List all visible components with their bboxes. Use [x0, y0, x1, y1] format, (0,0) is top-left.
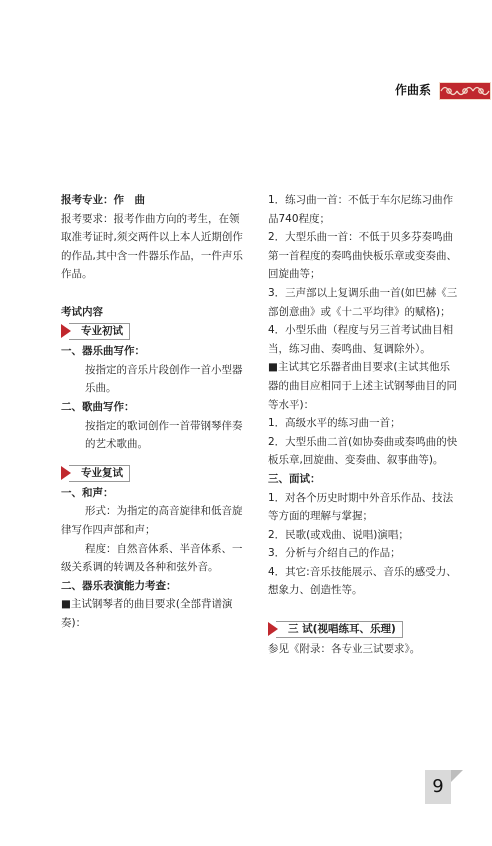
item2-title: 二、歌曲写作：: [61, 400, 135, 413]
third-exam-body: 参见《附录：各专业三试要求》。: [268, 642, 421, 655]
tab-third-exam-label: 三 试(视唱练耳、乐理): [288, 622, 396, 635]
interview-title: 三、面试：: [268, 472, 321, 485]
repertoire-line: 1．练习曲一首：不低于车尔尼练习曲作品740程度；: [268, 194, 454, 225]
item1-title: 一、器乐曲写作：: [61, 345, 145, 358]
page-corner-fold: [451, 770, 463, 782]
decorative-pattern-icon: [439, 82, 491, 100]
page-number: 9: [425, 770, 451, 804]
sec1-title: 一、和声：: [61, 486, 114, 499]
sec2-title: 二、器乐表演能力考查：: [61, 579, 177, 592]
repertoire-line: ■主试其它乐器者曲目要求(主试其他乐器的曲目应相同于上述主试钢琴曲目的同等水平)：: [268, 361, 457, 411]
arrow-icon: [61, 324, 71, 338]
tab-third-exam: [276, 621, 403, 638]
interview-line: 2．民歌(或戏曲、说唱)演唱；: [268, 528, 409, 541]
tab-preliminary: [69, 323, 130, 340]
arrow-icon: [268, 622, 278, 636]
interview-line: 1．对各个历史时期中外音乐作品、技法等方面的理解与掌握；: [268, 491, 454, 523]
sec1-level: 程度：自然音体系、半音体系、一级关系调的转调及各种和弦外音。: [61, 542, 243, 574]
section-title: 作曲系: [395, 83, 432, 97]
right-column: [268, 191, 458, 658]
sec1-form: 形式：为指定的高音旋律和低音旋律写作四声部和声；: [61, 505, 243, 536]
major-value: 作 曲: [113, 194, 145, 206]
repertoire-line: 4．小型乐曲（程度与另三首考试曲目相当，练习曲、奏鸣曲、复调除外）。: [268, 324, 454, 355]
exam-content-heading: 考试内容: [61, 305, 103, 318]
item2-body: 按指定的歌词创作一首带钢琴伴奏的艺术歌曲。: [85, 419, 243, 451]
major-label: 报考专业：: [61, 194, 114, 206]
left-column: [61, 191, 248, 632]
tab-retest: [69, 465, 130, 482]
repertoire-line: 3．三声部以上复调乐曲一首(如巴赫《三部创意曲》或《十二平均律》的赋格)；: [268, 286, 458, 318]
interview-line: 4．其它:音乐技能展示、音乐的感受力、想象力、创造性等。: [268, 565, 457, 597]
tab-preliminary-label: 专业初试: [81, 325, 123, 338]
repertoire-line: 2．大型乐曲一首：不低于贝多芬奏鸣曲第一首程度的奏鸣曲快板乐章或变奏曲、回旋曲等；: [268, 231, 457, 281]
repertoire-line: 2．大型乐曲二首(如协奏曲或奏鸣曲的快板乐章,回旋曲、变奏曲、叙事曲等)。: [268, 435, 458, 467]
sec2-note: ■主试钢琴者的曲目要求(全部背谱演奏)：: [61, 598, 233, 629]
repertoire-line: 1．高级水平的练习曲一首；: [268, 417, 401, 430]
major-line: [61, 191, 248, 210]
item1-body: 按指定的音乐片段创作一首小型器乐曲。: [85, 363, 243, 395]
requirement-text: 报考要求：报考作曲方向的考生，在领取准考证时,须交两件以上本人近期创作的作品,其中含一件器乐作品，一件声乐作品。: [61, 212, 243, 281]
tab-retest-label: 专业复试: [81, 466, 123, 479]
arrow-icon: [61, 466, 71, 480]
interview-line: 3．分析与介绍自己的作品；: [268, 547, 401, 560]
